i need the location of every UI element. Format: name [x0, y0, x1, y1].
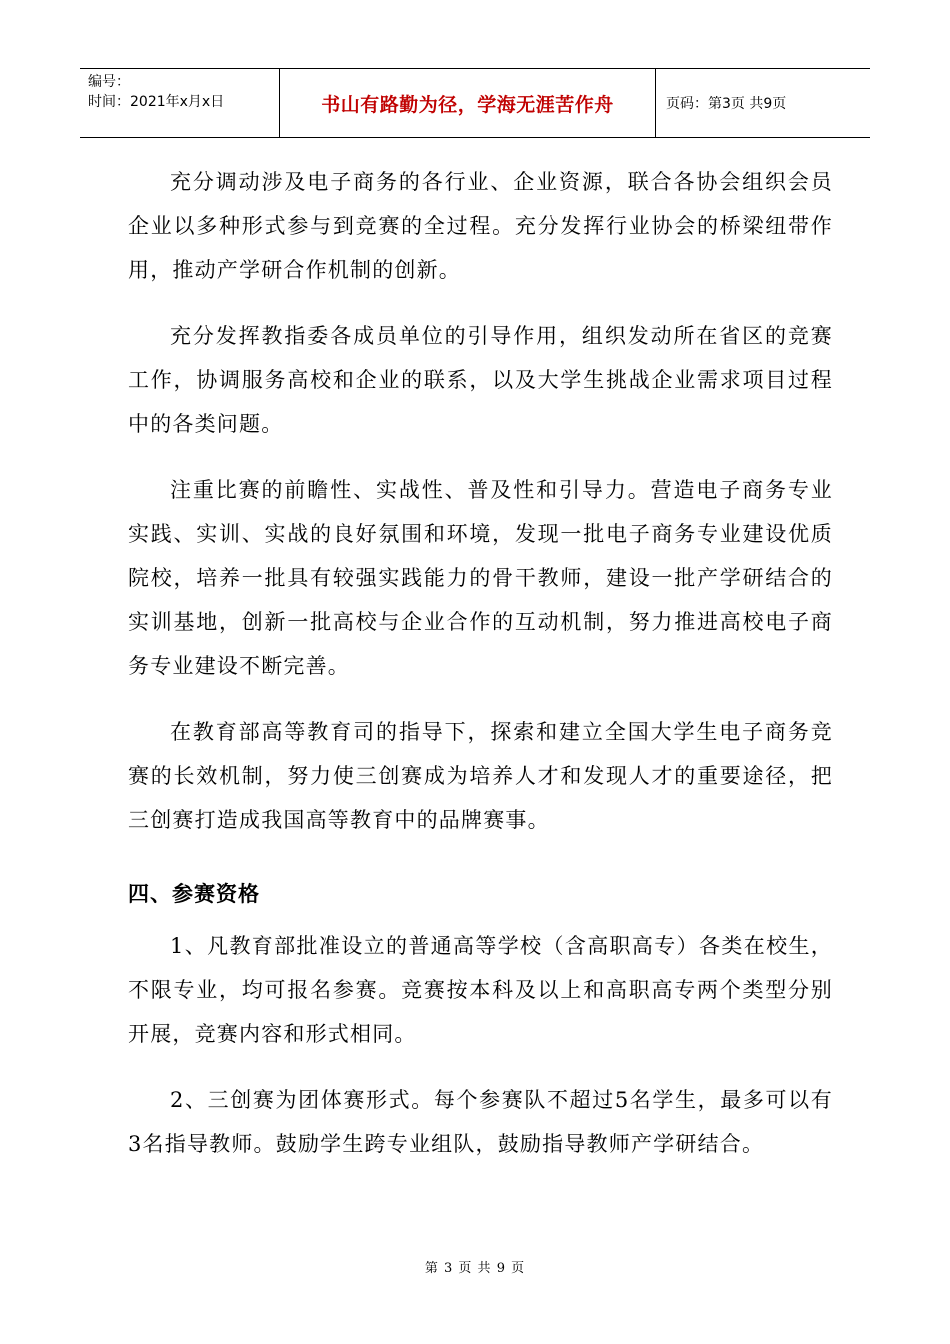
page-header: [80, 68, 870, 138]
document-time-label: 时间：2021年x月x日: [88, 94, 225, 110]
paragraph: 注重比赛的前瞻性、实战性、普及性和引导力。营造电子商务专业实践、实训、实战的良好氛围和环境，发现一批电子商务专业建设优质院校，培养一批具有较强实践能力的骨干教师，建设一批产学研结合的实训基地，创新一批高校与企业合作的互动机制，努力推进高校电子商务专业建设不断完善。: [128, 478, 833, 678]
paragraph: 在教育部高等教育司的指导下，探索和建立全国大学生电子商务竞赛的长效机制，努力使三创赛成为培养人才和发现人才的重要途径，把三创赛打造成我国高等教育中的品牌赛事。: [128, 720, 833, 832]
header-meta: [80, 69, 280, 137]
list-item: 1、凡教育部批准设立的普通高等学校（含高职高专）各类在校生，不限专业，均可报名参赛。竞赛按本科及以上和高职高专两个类型分别开展，竞赛内容和形式相同。: [128, 934, 833, 1046]
list-item: 2、三创赛为团体赛形式。每个参赛队不超过5名学生，最多可以有3名指导教师。鼓励学生跨专业组队，鼓励指导教师产学研结合。: [128, 1088, 833, 1156]
header-page-info: 页码：第3页 共9页: [666, 96, 787, 112]
page-footer: 第 3 页 共 9 页: [424, 1261, 526, 1276]
paragraph: 充分调动涉及电子商务的各行业、企业资源，联合各协会组织会员企业以多种形式参与到竞赛的全过程。充分发挥行业协会的桥梁纽带作用，推动产学研合作机制的创新。: [128, 170, 833, 282]
section-heading: 四、参赛资格: [128, 882, 260, 906]
header-motto: 书山有路勤为径，学海无涯苦作舟: [280, 69, 656, 137]
document-body: [128, 160, 833, 1166]
document-number-label: 编号：: [88, 74, 130, 90]
paragraph: 充分发挥教指委各成员单位的引导作用，组织发动所在省区的竞赛工作，协调服务高校和企业的联系，以及大学生挑战企业需求项目过程中的各类问题。: [128, 324, 833, 436]
